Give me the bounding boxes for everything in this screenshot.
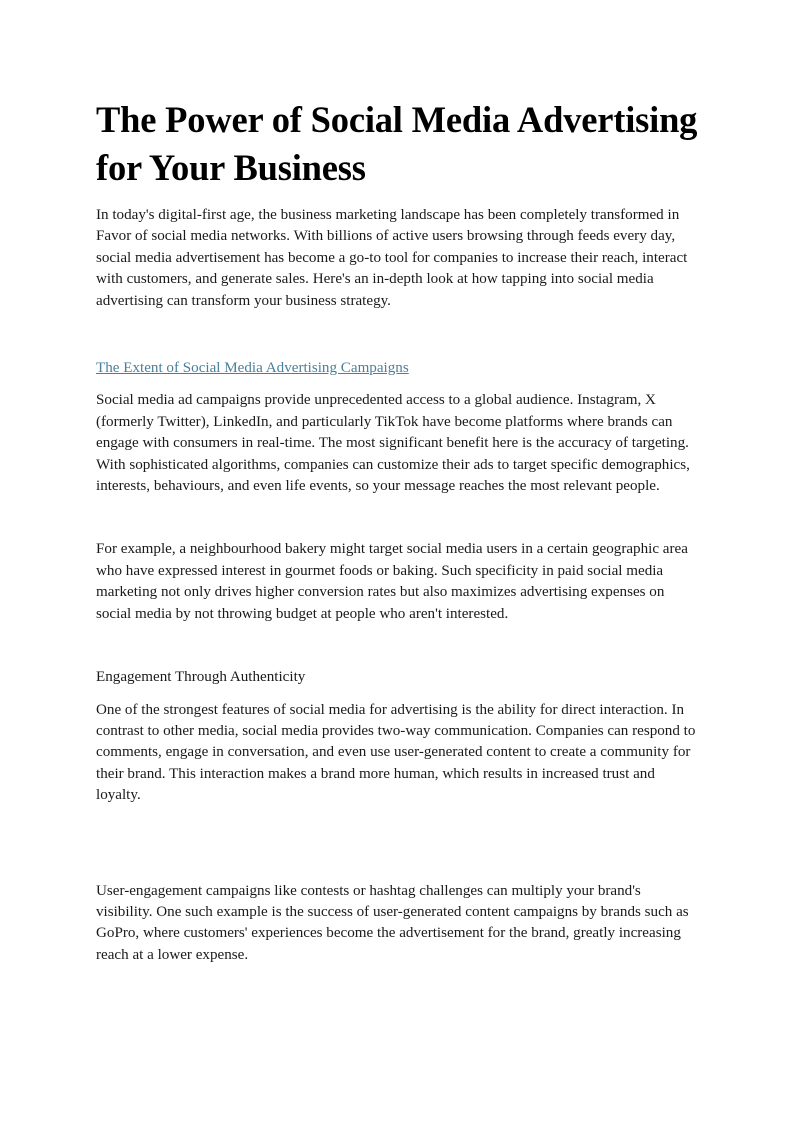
intro-paragraph: In today's digital-first age, the business marketing landscape has been completely transformed in Favor of social media networks. With billions of active users browsing through feeds every day, social media advertisement has become a go-to tool for companies to increase their reach, interact with customers, and generate sales. Here's an in-depth look at how tapping into social media advertising can transform your business strategy. — [96, 207, 688, 309]
section-heading: Engagement Through Authenticity — [96, 669, 306, 686]
page-title: The Power of Social Media Advertising for Your Business — [96, 99, 698, 188]
section1-paragraph-2: For example, a neighbourhood bakery might target social media users in a certain geographic area who have expressed interest in gourmet foods or baking. Such specificity in paid social media marketing not only drives higher conversion rates but also maximizes advertising expenses on social media by not throwing budget at people who aren't interested. — [96, 541, 688, 622]
section2-paragraph-1: One of the strongest features of social media for advertising is the ability for direct interaction. In contrast to other media, social media provides two-way communication. Companies can respond to comments, engage in conversation, and even use user-generated content to create a community for their brand. This interaction makes a brand more human, which results in increased trust and loyalty. — [96, 701, 696, 804]
section1-paragraph-1: Social media ad campaigns provide unprecedented access to a global audience. Instagram, X (formerly Twitter), LinkedIn, and particularly TikTok have become platforms where brands can engage with consumers in real-time. The most significant benefit here is the accuracy of targeting. With sophisticated algorithms, companies can customize their ads to target specific demographics, interests, behaviours, and even life events, so your message reaches the most relevant people. — [96, 392, 690, 495]
document-page — [96, 96, 700, 966]
section-heading-link[interactable]: The Extent of Social Media Advertising Campaigns — [96, 360, 409, 377]
section2-paragraph-2: User-engagement campaigns like contests or hashtag challenges can multiply your brand's visibility. One such example is the success of user-generated content campaigns by brands such as GoPro, where customers' experiences become the advertisement for the brand, greatly increasing reach at a lower expense. — [96, 882, 689, 963]
